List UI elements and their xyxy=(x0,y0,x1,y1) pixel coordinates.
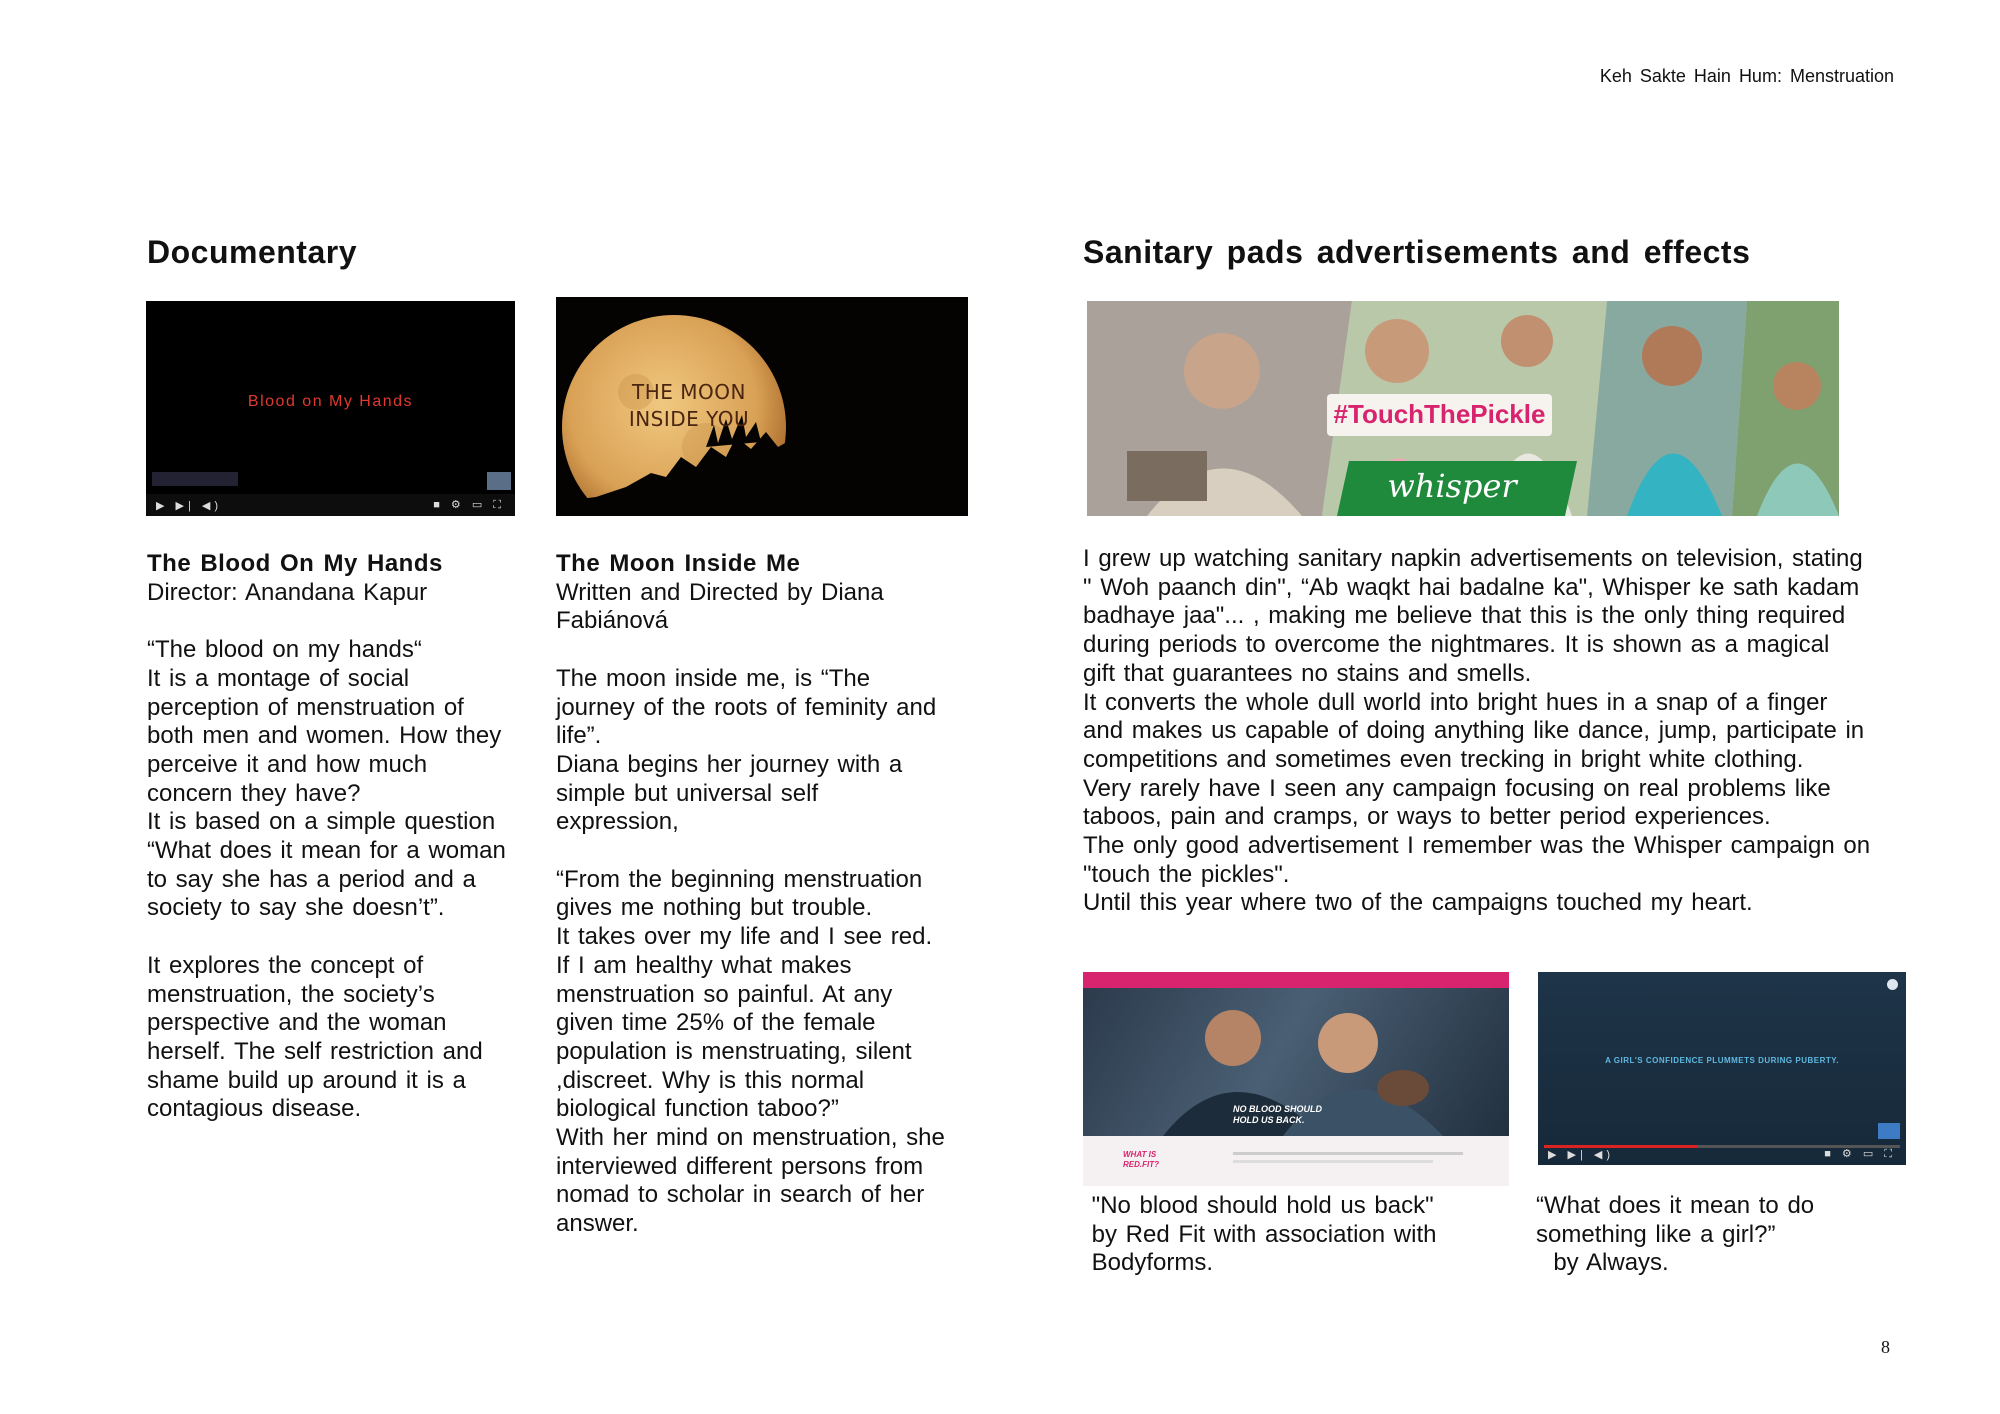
film2-title: The Moon Inside Me xyxy=(556,550,801,577)
site-nav-bar xyxy=(1083,972,1509,988)
site-footer-text-line xyxy=(1233,1160,1433,1163)
film1-credit: Director: Anandana Kapur xyxy=(147,578,428,606)
fullscreen-icon[interactable]: ■ ⚙ ▭ ⛶ xyxy=(433,499,505,511)
site-footer-text-line xyxy=(1233,1152,1463,1155)
video-title-overlay: Blood on My Hands xyxy=(247,393,414,410)
film1-title: The Blood On My Hands xyxy=(147,550,443,577)
ads-paragraph: The only good advertisement I remember was the Whisper campaign on "touch the pickles". xyxy=(1083,832,1871,888)
film2-paragraph: It takes over my life and I see red. If I am healthy what makes menstruation so painful. At any given time 25% of the female population is menstruating, silent ,discreet. Why is this normal biological function taboo?” xyxy=(556,923,933,1123)
ads-paragraph: Until this year where two of the campaigns touched my heart. xyxy=(1083,889,1753,917)
video-overlay-text: A GIRL'S CONFIDENCE PLUMMETS DURING PUBERTY. xyxy=(1605,1056,1839,1065)
film2-paragraph: Diana begins her journey with a simple but universal self expression, xyxy=(556,750,903,836)
channel-logo-icon xyxy=(487,472,511,490)
film2-quote: “From the beginning menstruation gives me nothing but trouble. xyxy=(556,865,923,922)
ads-paragraph: It converts the whole dull world into bright hues in a snap of a finger and makes us capable of doing anything like dance, jump, participate in competitions and sometimes even trecking in bright white clothing. xyxy=(1083,688,1865,773)
moon-inside-me-thumbnail xyxy=(556,297,968,516)
page-number: 8 xyxy=(1881,1337,1890,1357)
film1-description xyxy=(147,550,507,1124)
film2-credit: Written and Directed by Diana Fabiánová xyxy=(556,578,884,635)
play-icon[interactable]: ▶ ▶| ◀) xyxy=(156,500,223,512)
video-info-strip xyxy=(152,472,238,486)
ads-description xyxy=(1083,545,1903,918)
film1-paragraph: It is based on a simple question “What does it mean for a woman to say she has a period and a society to say she doesn’t”. xyxy=(147,808,506,922)
running-header: Keh Sakte Hain Hum: Menstruation xyxy=(1599,66,1894,86)
whisper-campaign-banner xyxy=(1087,301,1839,516)
fullscreen-icon[interactable]: ■ ⚙ ▭ ⛶ xyxy=(1824,1148,1896,1160)
always-caption: “What does it mean to do something like a girl?” by Always. xyxy=(1536,1192,1815,1277)
play-icon[interactable]: ▶ ▶| ◀) xyxy=(1548,1149,1615,1161)
moon-thumb-title: THE MOON INSIDE YOU xyxy=(628,380,750,431)
blood-on-my-hands-video-thumbnail[interactable] xyxy=(146,301,515,516)
rugby-photo xyxy=(1083,988,1509,1136)
always-logo-icon xyxy=(1878,1123,1900,1139)
ads-paragraph: I grew up watching sanitary napkin advertisements on television, stating " Woh paanch din", “Ab waqkt hai badalne ka", Whisper ke sath kadam badhaye jaa"... , making me believe that this is the only thing required during periods to overcome the nightmares. It is shown as a magical gift that guarantees no stains and smells. xyxy=(1083,545,1863,687)
banner-hashtag: #TouchThePickle xyxy=(1333,399,1546,429)
film1-paragraph: It is a montage of social perception of menstruation of both men and women. How they perceive it and how much concern they have? xyxy=(147,664,502,807)
whisper-logo: whisper xyxy=(1387,467,1517,505)
documentary-heading: Documentary xyxy=(147,234,357,270)
info-icon[interactable] xyxy=(1887,979,1898,990)
film2-paragraph: With her mind on menstruation, she interviewed different persons from nomad to scholar in search of her answer. xyxy=(556,1124,945,1238)
film2-paragraph: The moon inside me, is “The journey of the roots of feminity and life”. xyxy=(556,664,937,750)
red-fit-caption: "No blood should hold us back" by Red Fit with association with Bodyforms. xyxy=(1083,1192,1437,1277)
film1-quote: “The blood on my hands“ xyxy=(147,636,422,664)
red-fit-campaign-thumbnail[interactable] xyxy=(1083,972,1509,1186)
always-campaign-video-thumbnail[interactable] xyxy=(1538,972,1906,1165)
film2-description xyxy=(556,550,971,1239)
campaign-overlay-text: NO BLOOD SHOULD HOLD US BACK. xyxy=(1233,1104,1322,1125)
ads-paragraph: Very rarely have I seen any campaign focusing on real problems like taboos, pain and cramps, or ways to better period experiences. xyxy=(1083,774,1831,831)
film1-paragraph: It explores the concept of menstruation, the society’s perspective and the woman herself. The self restriction and shame build up around it is a contagious disease. xyxy=(147,951,483,1123)
what-is-redfit-link[interactable]: WHAT IS RED.FIT? xyxy=(1123,1150,1159,1169)
ads-heading: Sanitary pads advertisements and effects xyxy=(1083,234,1751,270)
